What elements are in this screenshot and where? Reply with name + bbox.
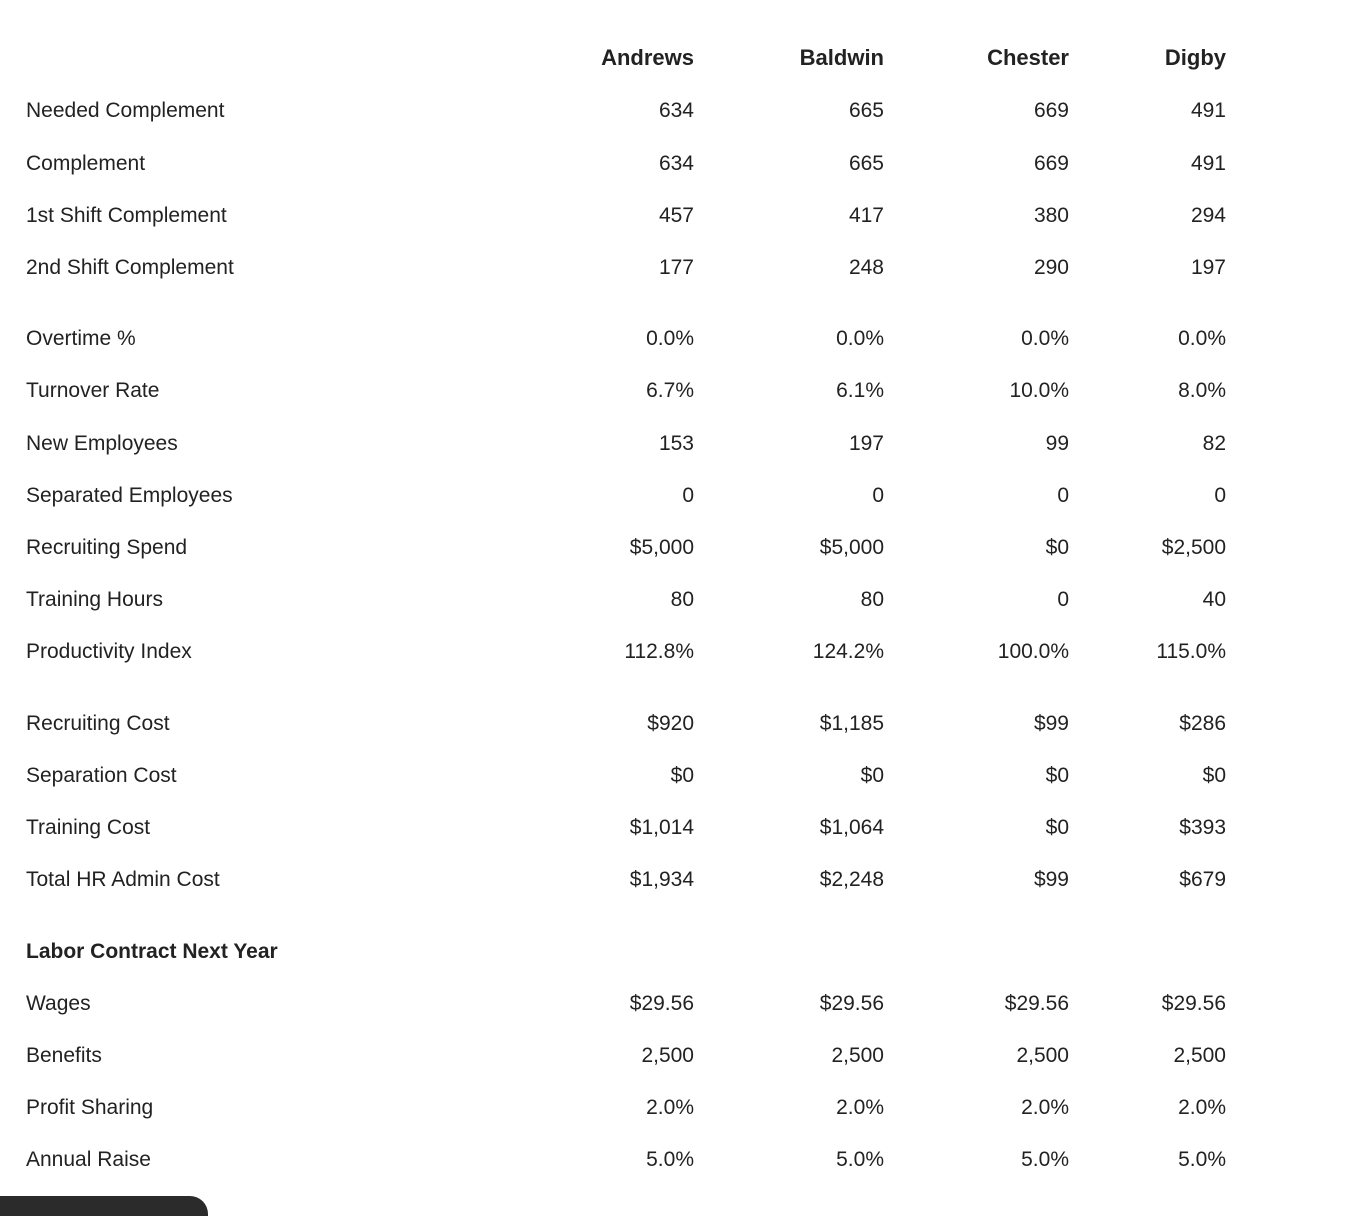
row-label: Separation Cost — [26, 764, 177, 787]
cell-chester: $0 — [1045, 764, 1069, 787]
cell-baldwin: $5,000 — [819, 536, 884, 559]
cell-baldwin: $2,248 — [819, 868, 884, 891]
cell-baldwin: 124.2% — [812, 640, 884, 663]
table-row — [0, 704, 1362, 744]
cell-baldwin: 417 — [848, 204, 884, 227]
cell-andrews: 5.0% — [646, 1148, 694, 1171]
row-label: Complement — [26, 152, 146, 175]
bottom-overlay-bar[interactable] — [0, 1196, 208, 1216]
column-header-andrews: Andrews — [601, 45, 694, 70]
cell-chester: 5.0% — [1021, 1148, 1069, 1171]
cell-andrews: $1,014 — [629, 816, 694, 839]
cell-chester: $99 — [1033, 868, 1069, 891]
row-label: Total HR Admin Cost — [26, 868, 220, 891]
row-label: 2nd Shift Complement — [26, 256, 234, 279]
table-row — [0, 144, 1362, 184]
cell-baldwin: 2.0% — [836, 1096, 884, 1119]
cell-baldwin: 665 — [848, 152, 884, 175]
cell-baldwin: 665 — [848, 99, 884, 122]
cell-andrews: 6.7% — [646, 379, 694, 402]
cell-chester: 2.0% — [1021, 1096, 1069, 1119]
row-label: Benefits — [26, 1044, 102, 1067]
cell-digby: 491 — [1190, 99, 1226, 122]
cell-chester: $0 — [1045, 816, 1069, 839]
cell-chester: 10.0% — [1009, 379, 1069, 402]
cell-andrews: $0 — [670, 764, 694, 787]
cell-baldwin: 0.0% — [836, 327, 884, 350]
cell-andrews: 634 — [658, 99, 694, 122]
cell-digby: 115.0% — [1156, 640, 1226, 663]
cell-chester: 0.0% — [1021, 327, 1069, 350]
table-row — [0, 196, 1362, 236]
row-label: Recruiting Spend — [26, 536, 188, 559]
cell-andrews: 2.0% — [646, 1096, 694, 1119]
section-heading-row — [0, 932, 1362, 972]
cell-baldwin: 5.0% — [836, 1148, 884, 1171]
cell-digby: 2.0% — [1178, 1096, 1226, 1119]
cell-digby: 294 — [1190, 204, 1226, 227]
cell-digby: $0 — [1202, 764, 1226, 787]
table-row — [0, 1140, 1362, 1180]
column-header-chester: Chester — [987, 45, 1069, 70]
cell-digby: 197 — [1190, 256, 1226, 279]
cell-baldwin: 2,500 — [831, 1044, 884, 1067]
cell-digby: 491 — [1190, 152, 1226, 175]
cell-digby: $393 — [1179, 816, 1226, 839]
row-label: Turnover Rate — [26, 379, 160, 402]
cell-andrews: $1,934 — [629, 868, 694, 891]
cell-digby: 82 — [1202, 432, 1226, 455]
row-label: New Employees — [26, 432, 178, 455]
row-label: Separated Employees — [26, 484, 233, 507]
cell-andrews: 0 — [682, 484, 694, 507]
cell-baldwin: 248 — [848, 256, 884, 279]
row-label: 1st Shift Complement — [26, 204, 227, 227]
table-row — [0, 424, 1362, 464]
cell-digby: $679 — [1179, 868, 1226, 891]
row-label: Needed Complement — [26, 99, 225, 122]
cell-chester: $29.56 — [1004, 992, 1069, 1015]
column-header-baldwin: Baldwin — [799, 45, 884, 70]
table-row — [0, 476, 1362, 516]
section-heading-labor-contract: Labor Contract Next Year — [26, 940, 278, 963]
cell-chester: 2,500 — [1016, 1044, 1069, 1067]
table-header — [0, 38, 1362, 78]
table-row — [0, 528, 1362, 568]
cell-baldwin: 197 — [848, 432, 884, 455]
cell-andrews: 2,500 — [641, 1044, 694, 1067]
row-label: Training Cost — [26, 816, 151, 839]
cell-andrews: 634 — [658, 152, 694, 175]
cell-andrews: 80 — [670, 588, 694, 611]
row-label: Annual Raise — [26, 1148, 151, 1171]
cell-andrews: $920 — [647, 712, 694, 735]
table-row — [0, 371, 1362, 411]
table-row — [0, 319, 1362, 359]
cell-andrews: 112.8% — [624, 640, 694, 663]
table-row — [0, 1088, 1362, 1128]
cell-chester: $0 — [1045, 536, 1069, 559]
cell-baldwin: $0 — [860, 764, 884, 787]
cell-chester: 290 — [1033, 256, 1069, 279]
cell-digby: $29.56 — [1161, 992, 1226, 1015]
row-label: Overtime % — [26, 327, 136, 350]
cell-chester: 669 — [1033, 99, 1069, 122]
cell-andrews: 177 — [658, 256, 694, 279]
cell-digby: 2,500 — [1173, 1044, 1226, 1067]
cell-baldwin: $29.56 — [819, 992, 884, 1015]
cell-digby: 0.0% — [1178, 327, 1226, 350]
table-row — [0, 248, 1362, 288]
cell-chester: 100.0% — [997, 640, 1069, 663]
cell-chester: 380 — [1033, 204, 1069, 227]
row-label: Productivity Index — [26, 640, 192, 663]
cell-andrews: 457 — [658, 204, 694, 227]
cell-chester: 99 — [1045, 432, 1069, 455]
table-row — [0, 632, 1362, 672]
cell-chester: 0 — [1057, 588, 1069, 611]
cell-baldwin: 0 — [872, 484, 884, 507]
table-row — [0, 808, 1362, 848]
row-label: Training Hours — [26, 588, 163, 611]
cell-digby: 5.0% — [1178, 1148, 1226, 1171]
cell-chester: 669 — [1033, 152, 1069, 175]
table-row — [0, 91, 1362, 131]
cell-digby: 8.0% — [1178, 379, 1226, 402]
row-label: Wages — [26, 992, 91, 1015]
cell-baldwin: 6.1% — [836, 379, 884, 402]
table-row — [0, 756, 1362, 796]
cell-digby: $2,500 — [1161, 536, 1226, 559]
table-row — [0, 860, 1362, 900]
cell-andrews: 0.0% — [646, 327, 694, 350]
cell-digby: 40 — [1202, 588, 1226, 611]
table-row — [0, 984, 1362, 1024]
table-row — [0, 580, 1362, 620]
column-header-digby: Digby — [1164, 45, 1226, 70]
table-row — [0, 1036, 1362, 1076]
cell-baldwin: $1,185 — [819, 712, 884, 735]
cell-andrews: $5,000 — [629, 536, 694, 559]
cell-chester: $99 — [1033, 712, 1069, 735]
cell-digby: $286 — [1179, 712, 1226, 735]
row-label: Profit Sharing — [26, 1096, 154, 1119]
cell-andrews: 153 — [658, 432, 694, 455]
cell-baldwin: $1,064 — [819, 816, 884, 839]
row-label: Recruiting Cost — [26, 712, 170, 735]
cell-andrews: $29.56 — [629, 992, 694, 1015]
cell-chester: 0 — [1057, 484, 1069, 507]
cell-baldwin: 80 — [860, 588, 884, 611]
cell-digby: 0 — [1214, 484, 1226, 507]
